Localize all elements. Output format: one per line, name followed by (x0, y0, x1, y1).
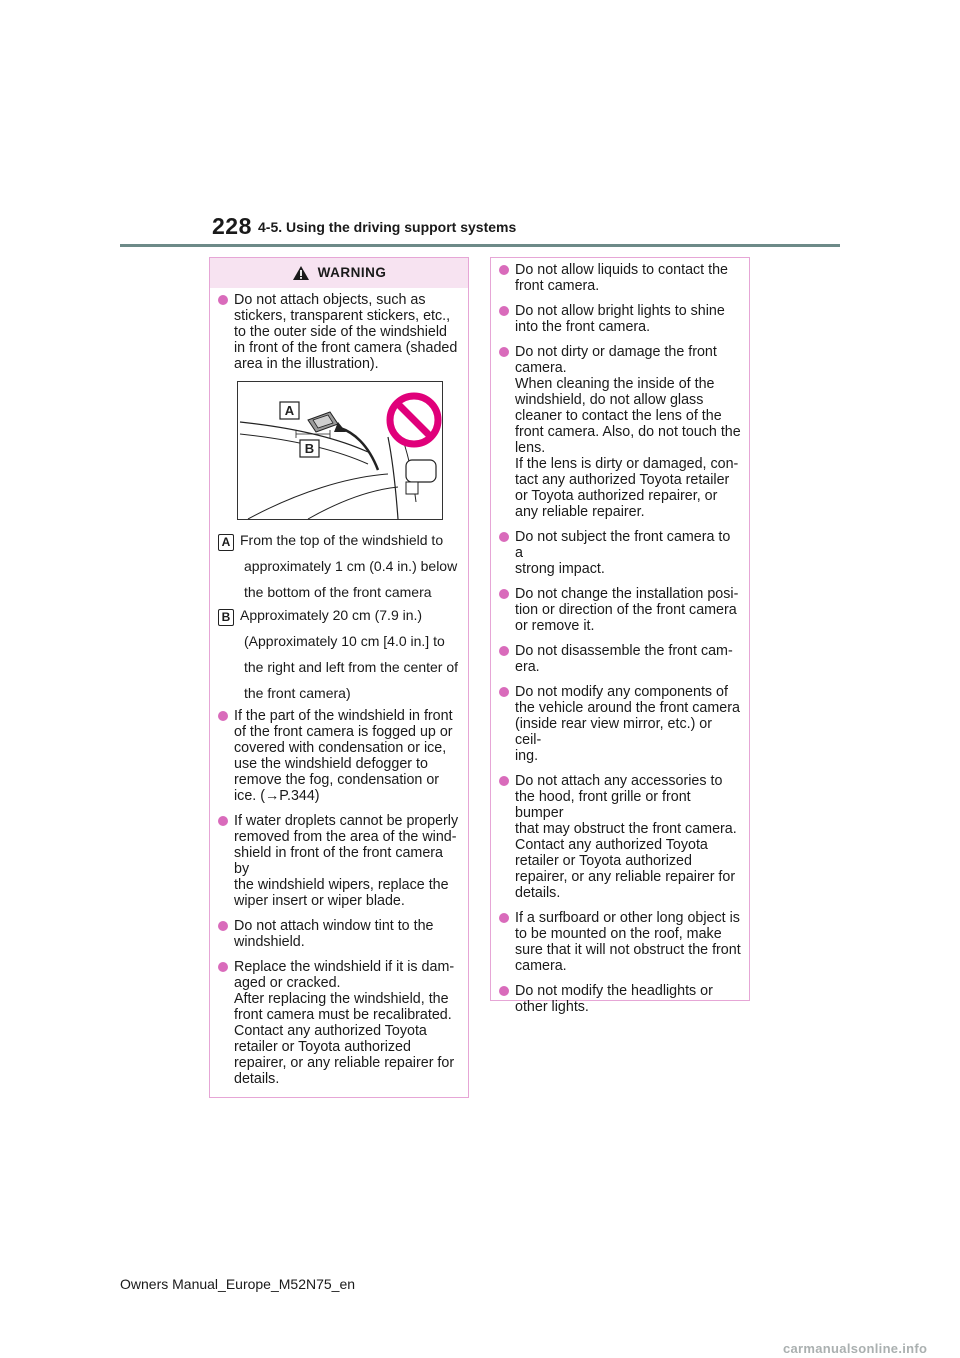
list-item-text: Do not attach window tint to the windshield. (234, 918, 434, 950)
list-item (499, 773, 741, 901)
callout-letter-b: B (218, 609, 234, 626)
label-b (300, 440, 319, 457)
bullet-icon (499, 306, 509, 316)
windshield-camera-illustration (237, 381, 443, 520)
list-item-text: Do not allow bright lights to shine into the front camera. (515, 303, 725, 335)
bullet-icon (218, 295, 228, 305)
warning-title: WARNING (317, 265, 387, 280)
warning-triangle-icon (292, 265, 310, 281)
list-item-text: Do not dirty or damage the front camera. When cleaning the inside of the windshield, do not allow glass cleaner to contact the lens of the front camera. Also, do not touch the lens. If the lens is dirty or damaged, con- tact any authorized Toyota retailer or Toyota authorized repairer, or any reliable repairer. (515, 344, 741, 520)
list-item (218, 959, 460, 1087)
list-item-text: If water droplets cannot be properly removed from the area of the wind- shield in front of the front camera by the windshield wipers, replace the wiper insert or wiper blade. (234, 813, 459, 909)
header-divider (120, 244, 840, 247)
warning-header (210, 258, 468, 288)
callout-line: the right and left from the center of (244, 659, 459, 675)
list-item (218, 292, 460, 372)
warning-list-top (210, 288, 468, 372)
list-item-text: Do not allow liquids to contact the front camera. (515, 262, 728, 294)
list-item-text: Do not modify the headlights or other lights. (515, 983, 713, 1015)
label-a (280, 402, 299, 419)
svg-text:A: A (284, 403, 295, 418)
callout-text-b (240, 602, 460, 706)
list-item (218, 708, 460, 804)
list-item (499, 262, 741, 294)
document-name: Owners Manual_Europe_M52N75_en (120, 1276, 356, 1292)
callout-line: From the top of the windshield to (240, 532, 444, 548)
list-item (499, 643, 741, 675)
list-item (499, 684, 741, 764)
bullet-icon (218, 711, 228, 721)
callout-list (210, 532, 468, 706)
bullet-icon (499, 776, 509, 786)
bullet-icon (499, 347, 509, 357)
bullet-icon (499, 687, 509, 697)
warning-continued-box (490, 257, 750, 1015)
svg-text:B: B (304, 441, 315, 456)
list-item (218, 918, 460, 950)
callout-line: approximately 1 cm (0.4 in.) below (244, 558, 458, 574)
bullet-icon (499, 646, 509, 656)
watermark: carmanualsonline.info (783, 1341, 928, 1356)
windshield-camera-drawing (238, 382, 442, 519)
bullet-icon (218, 816, 228, 826)
bullet-icon (499, 589, 509, 599)
bullet-icon (499, 986, 509, 996)
list-item-text: If the part of the windshield in front of the front camera is fogged up or covered with condensation or ice, use the windshield defogger to remove the fog, condensation or ice. (→P.344) (234, 708, 453, 804)
bullet-icon (499, 913, 509, 923)
list-item (499, 529, 741, 577)
callout-line: the bottom of the front camera (244, 584, 432, 600)
list-item-text: Do not subject the front camera to a strong impact. (515, 529, 731, 577)
list-item (499, 303, 741, 335)
bullet-icon (499, 532, 509, 542)
warning-list-bottom (210, 708, 468, 1087)
bullet-icon (499, 265, 509, 275)
list-item-text: If a surfboard or other long object is to be mounted on the roof, make sure that it will not obstruct the front camera. (515, 910, 741, 974)
callout-b (218, 607, 460, 706)
callout-text-a (240, 527, 460, 605)
list-item (499, 983, 741, 1015)
callout-line: the front camera) (244, 685, 351, 701)
list-item (499, 344, 741, 520)
list-item-text: Do not attach objects, such as stickers, transparent stickers, etc., to the outer side of the windshield in front of the front camera (shaded area in the illustration). (234, 292, 458, 372)
warning-box (209, 257, 469, 1098)
list-item-text: Replace the windshield if it is dam- aged or cracked. After replacing the windshield, the front camera must be recalibrated. Contact any authorized Toyota retailer or Toyota authorized repairer, or any reliable repairer for details. (234, 959, 455, 1087)
page-number: 228 (212, 213, 252, 239)
callout-line: Approximately 20 cm (7.9 in.) (240, 607, 423, 623)
bullet-icon (218, 962, 228, 972)
list-item-text: Do not attach any accessories to the hood, front grille or front bumper that may obstruct the front camera. Contact any authorized Toyota retailer or Toyota authorized repairer, or any reliable repairer for details. (515, 773, 737, 901)
list-item-text: Do not modify any components of the vehicle around the front camera (inside rear view mirror, etc.) or ceil- ing. (515, 684, 740, 764)
callout-a (218, 532, 460, 605)
list-item (499, 910, 741, 974)
bullet-icon (218, 921, 228, 931)
callout-letter-a: A (218, 534, 234, 551)
list-item (218, 813, 460, 909)
warning-list-right (491, 258, 749, 1015)
callout-line: (Approximately 10 cm [4.0 in.] to (244, 633, 445, 649)
section-title: 4-5. Using the driving support systems (258, 219, 517, 235)
list-item (499, 586, 741, 634)
list-item-text: Do not disassemble the front cam- era. (515, 643, 733, 675)
list-item-text: Do not change the installation posi- tion or direction of the front camera or remove it. (515, 586, 739, 634)
